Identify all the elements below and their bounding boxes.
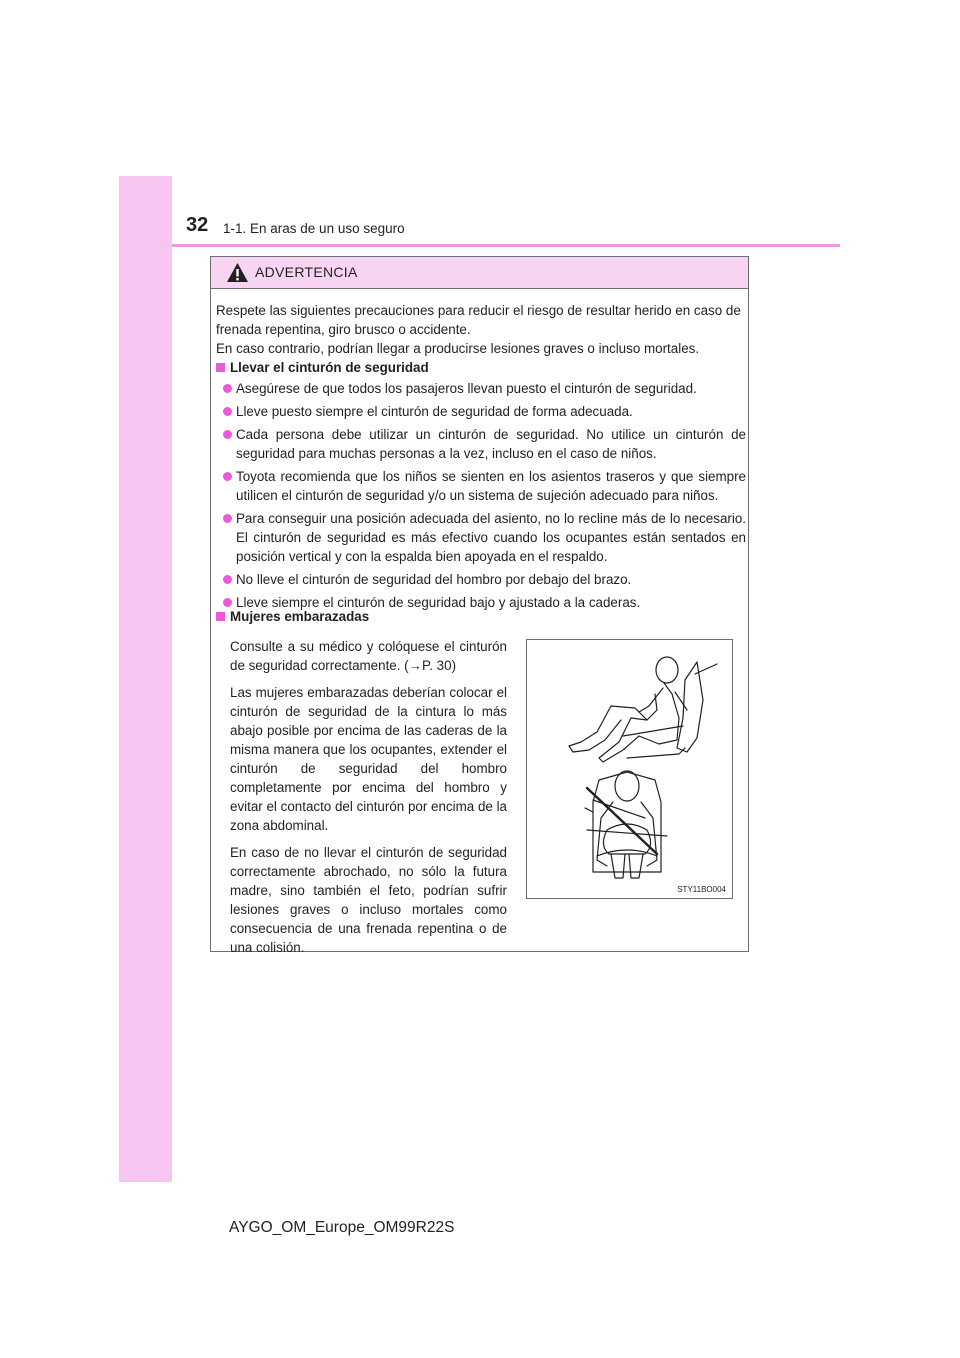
warning-box (210, 256, 749, 955)
pregnant-paragraph: Las mujeres embarazadas deberían colocar el cinturón de seguridad de la cintura lo más abajo posible por encima de las caderas de la misma manera que los ocupantes, extender el cinturón de seguridad del hombro completamente por encima del hombro y evitar el contacto del cinturón por encima de la zona abdominal. (230, 685, 507, 833)
section-title: 1-1. En aras de un uso seguro (223, 221, 405, 236)
seatbelt-drawing (527, 640, 732, 898)
pregnant-paragraph: En caso de no llevar el cinturón de seguridad correctamente abrochado, no sólo la futura madre, sino también el feto, podrían sufrir lesiones graves o incluso mortales como consecuencia de una frenada repentina o de una colisión. (230, 845, 507, 955)
list-item: Toyota recomienda que los niños se sienten en los asientos traseros y que siempre utilicen el cinturón de seguridad y/o un sistema de sujeción adecuado para niños. (216, 467, 746, 505)
seat-belt-bullet-list (216, 379, 746, 616)
square-bullet-icon (216, 363, 225, 372)
illustration-code: STY11BO004 (677, 885, 726, 894)
round-bullet-icon (223, 384, 232, 393)
square-bullet-icon (216, 612, 225, 621)
pregnant-paragraph: Consulte a su médico y colóquese el cinturón de seguridad correctamente. (→P. 30) (230, 639, 507, 673)
intro-line-1: Respete las siguientes precauciones para reducir el riesgo de resultar herido en caso de frenada repentina, giro brusco o accidente. (216, 303, 741, 337)
heading-seat-belt: Llevar el cinturón de seguridad (216, 360, 429, 375)
warning-intro (216, 301, 746, 358)
round-bullet-icon (223, 407, 232, 416)
round-bullet-icon (223, 472, 232, 481)
warning-header (211, 257, 748, 289)
heading-pregnant: Mujeres embarazadas (216, 609, 369, 624)
round-bullet-icon (223, 514, 232, 523)
round-bullet-icon (223, 575, 232, 584)
page-number: 32 (186, 214, 209, 236)
list-item: Lleve puesto siempre el cinturón de seguridad de forma adecuada. (216, 402, 746, 421)
round-bullet-icon (223, 598, 232, 607)
footer-document-code: AYGO_OM_Europe_OM99R22S (229, 1219, 455, 1236)
round-bullet-icon (223, 430, 232, 439)
list-item: Cada persona debe utilizar un cinturón de seguridad. No utilice un cinturón de seguridad para muchas personas a la vez, incluso en el caso de niños. (216, 425, 746, 463)
side-color-band (119, 176, 172, 1182)
pregnant-text (230, 637, 507, 965)
list-item: Asegúrese de que todos los pasajeros llevan puesto el cinturón de seguridad. (216, 379, 746, 398)
header-rule (172, 244, 840, 247)
list-item: No lleve el cinturón de seguridad del hombro por debajo del brazo. (216, 570, 746, 589)
list-item: Lleve siempre el cinturón de seguridad bajo y ajustado a la caderas. (216, 593, 746, 612)
intro-line-2: En caso contrario, podrían llegar a producirse lesiones graves o incluso mortales. (216, 341, 700, 356)
pregnant-seatbelt-illustration (526, 639, 733, 899)
warning-label: ADVERTENCIA (255, 264, 358, 280)
warning-triangle-icon (226, 262, 249, 283)
list-item: Para conseguir una posición adecuada del asiento, no lo recline más de lo necesario. El cinturón de seguridad es más efectivo cuando los ocupantes están sentados en posición vertical y con la espalda bien apoyada en el respaldo. (216, 509, 746, 566)
